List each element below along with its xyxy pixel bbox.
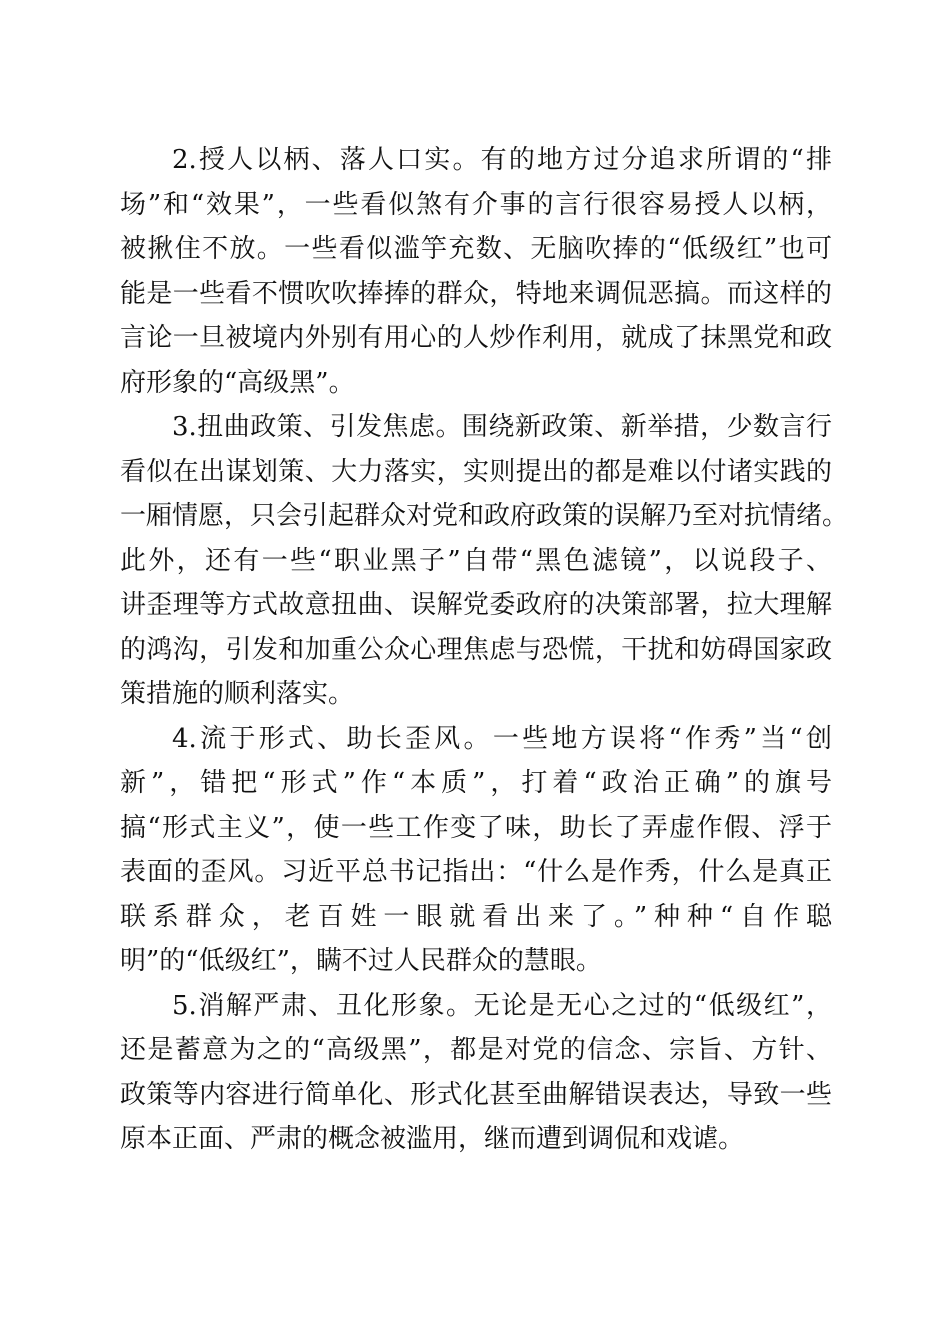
text-line: 的鸿沟，引发和加重公众心理焦虑与恐慌，干扰和妨碍国家政 bbox=[120, 634, 832, 665]
paragraph-4-formalism bbox=[120, 717, 832, 984]
text-line: 此外，还有一些“职业黑子”自带“黑色滤镜”，以说段子、 bbox=[120, 545, 832, 576]
text-line: 3.扭曲政策、引发焦虑。围绕新政策、新举措，少数言行 bbox=[172, 412, 832, 442]
paragraph-3-policy bbox=[120, 405, 849, 717]
paragraph-2-misuse bbox=[120, 138, 832, 405]
text-line: 言论一旦被境内外别有用心的人炒作利用，就成了抹黑党和政 bbox=[120, 323, 832, 353]
text-line: 政策等内容进行简单化、形式化甚至曲解错误表达，导致一些 bbox=[120, 1079, 832, 1110]
text-line: 联系群众，老百姓一眼就看出来了。”种种“自作聪 bbox=[120, 901, 832, 932]
text-line: 一厢情愿，只会引起群众对党和政府政策的误解乃至对抗情绪。 bbox=[120, 501, 849, 531]
text-line: 2.授人以柄、落人口实。有的地方过分追求所谓的“排 bbox=[172, 145, 832, 175]
text-line: 能是一些看不惯吹吹捧捧的群众，特地来调侃恶搞。而这样的 bbox=[120, 278, 832, 309]
text-line: 被揪住不放。一些看似滥竽充数、无脑吹捧的“低级红”也可 bbox=[120, 234, 832, 264]
text-line: 场”和“效果”，一些看似煞有介事的言行很容易授人以柄， bbox=[120, 189, 832, 220]
text-line: 表面的歪风。习近平总书记指出：“什么是作秀，什么是真正 bbox=[120, 857, 832, 887]
document-body bbox=[120, 138, 849, 1162]
paragraph-5-image bbox=[120, 984, 832, 1162]
text-line: 原本正面、严肃的概念被滥用，继而遭到调侃和戏谑。 bbox=[120, 1124, 745, 1154]
text-line: 还是蓄意为之的“高级黑”，都是对党的信念、宗旨、方针、 bbox=[120, 1035, 832, 1065]
text-line: 讲歪理等方式故意扭曲、误解党委政府的决策部署，拉大理解 bbox=[120, 590, 832, 620]
text-line: 府形象的“高级黑”。 bbox=[120, 367, 355, 398]
text-line: 搞“形式主义”，使一些工作变了味，助长了弄虚作假、浮于 bbox=[120, 812, 832, 843]
text-line: 看似在出谋划策、大力落实，实则提出的都是难以付诸实践的 bbox=[120, 456, 832, 487]
text-line: 策措施的顺利落实。 bbox=[120, 679, 355, 709]
text-line: 明”的“低级红”，瞒不过人民群众的慧眼。 bbox=[120, 946, 602, 976]
text-line: 新”，错把“形式”作“本质”，打着“政治正确”的旗号 bbox=[120, 768, 832, 798]
text-line: 5.消解严肃、丑化形象。无论是无心之过的“低级红”， bbox=[172, 990, 832, 1021]
text-line: 4.流于形式、助长歪风。一些地方误将“作秀”当“创 bbox=[172, 723, 832, 754]
